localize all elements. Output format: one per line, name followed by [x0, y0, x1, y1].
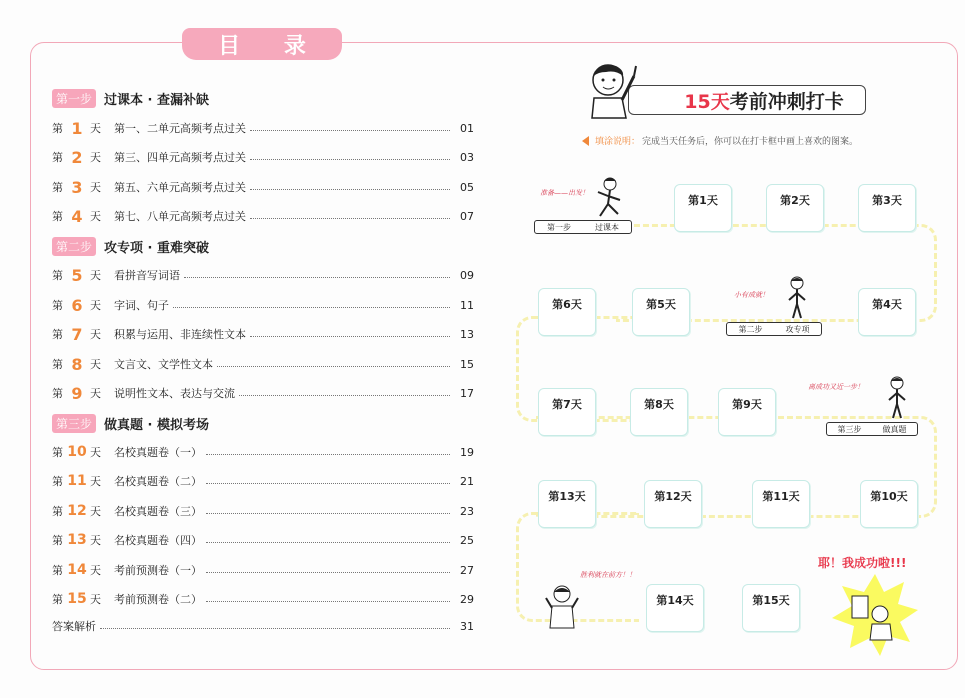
page-number: 15 — [460, 357, 474, 371]
leader-dots — [184, 277, 450, 278]
step-label-2 — [726, 322, 822, 336]
checkin-card-day-8[interactable] — [630, 388, 688, 436]
page-number: 31 — [460, 619, 474, 633]
toc-entry-title: 看拼音写词语 — [114, 269, 180, 282]
day-number: 3 — [71, 177, 83, 197]
toc-entry-title: 第一、二单元高频考点过关 — [114, 122, 246, 135]
toc-row[interactable] — [52, 295, 474, 315]
toc-row[interactable] — [52, 147, 474, 167]
instructions-label: 填涂说明： — [595, 137, 641, 147]
toc-entry-title: 名校真题卷（四） — [114, 534, 202, 547]
page-number: 29 — [460, 592, 474, 606]
checkin-card-label: 第11天 — [762, 490, 800, 503]
instructions-text: 完成当天任务后，你可以在打卡框中画上喜欢的图案。 — [642, 137, 859, 147]
leader-dots — [206, 513, 450, 514]
day-prefix: 第 — [52, 151, 63, 164]
day-prefix: 第 — [52, 181, 63, 194]
toc-entry-title: 第七、八单元高频考点过关 — [114, 210, 246, 223]
day-number: 1 — [71, 118, 83, 138]
checkin-card-day-4[interactable] — [858, 288, 916, 336]
day-suffix: 天 — [90, 534, 101, 547]
step-name: 过课本 — [595, 222, 619, 232]
day-prefix: 第 — [52, 210, 63, 223]
leader-dots — [239, 395, 450, 396]
checkin-card-day-13[interactable] — [538, 480, 596, 528]
toc-entry-title: 文言文、文学性文本 — [114, 358, 213, 371]
step-number: 第二步 — [738, 324, 763, 334]
leader-dots — [250, 218, 450, 219]
step-name: 攻专项 — [785, 324, 810, 334]
checkin-card-label: 第12天 — [654, 490, 692, 503]
day-prefix: 第 — [52, 446, 63, 459]
step-badge: 第三步 — [52, 414, 96, 433]
section-title: 过课本 · 查漏补缺 — [104, 92, 210, 108]
step-name: 做真题 — [882, 424, 907, 434]
banner-title: 考前冲刺打卡 — [729, 90, 844, 113]
checkin-card-day-10[interactable] — [860, 480, 918, 528]
page-number: 19 — [460, 445, 474, 459]
step-badge: 第二步 — [52, 237, 96, 256]
page-number: 17 — [460, 386, 474, 400]
cheer-text: 离成功又近一步！ — [808, 383, 864, 391]
checkin-card-day-3[interactable] — [858, 184, 916, 232]
day-number: 14 — [67, 562, 87, 578]
leader-dots — [206, 483, 450, 484]
step-number: 第三步 — [837, 424, 862, 434]
day-number: 11 — [67, 473, 87, 489]
toc-row[interactable] — [52, 354, 474, 374]
toc-entry-title: 名校真题卷（二） — [114, 475, 202, 488]
leader-dots — [250, 336, 450, 337]
day-number: 5 — [71, 265, 83, 285]
toc-entry-title: 名校真题卷（三） — [114, 505, 202, 518]
leader-dots — [250, 159, 450, 160]
toc-row[interactable] — [52, 560, 474, 580]
page-number: 01 — [460, 121, 474, 135]
day-prefix: 第 — [52, 475, 63, 488]
leader-dots — [100, 628, 450, 629]
toc-row[interactable] — [52, 118, 474, 138]
speaker-icon — [582, 136, 589, 146]
day-suffix: 天 — [90, 475, 101, 488]
section-title: 做真题 · 模拟考场 — [104, 417, 210, 433]
toc-entry-title: 说明性文本、表达与交流 — [114, 387, 235, 400]
standing-boy-icon — [786, 276, 808, 320]
day-prefix: 第 — [52, 122, 63, 135]
checkin-card-day-7[interactable] — [538, 388, 596, 436]
page-number: 09 — [460, 268, 474, 282]
checkin-card-label: 第10天 — [870, 490, 908, 503]
toc-entry-title: 字词、句子 — [114, 299, 169, 312]
step-label-3 — [826, 422, 918, 436]
checkin-card-label: 第9天 — [732, 398, 762, 411]
toc-row[interactable] — [52, 530, 474, 550]
toc-entry-title: 名校真题卷（一） — [114, 446, 202, 459]
checkin-card-label: 第3天 — [872, 194, 902, 207]
page-number: 25 — [460, 533, 474, 547]
day-number: 8 — [71, 354, 83, 374]
leader-dots — [250, 130, 450, 131]
day-suffix: 天 — [90, 328, 101, 341]
day-prefix: 第 — [52, 328, 63, 341]
checkin-card-label: 第4天 — [872, 298, 902, 311]
toc-entry-title: 第三、四单元高频考点过关 — [114, 151, 246, 164]
toc-row[interactable] — [52, 206, 474, 226]
leader-dots — [206, 572, 450, 573]
checkin-card-day-2[interactable] — [766, 184, 824, 232]
checkin-card-label: 第6天 — [552, 298, 582, 311]
checkin-card-label: 第14天 — [656, 594, 694, 607]
toc-row[interactable] — [52, 383, 474, 403]
day-suffix: 天 — [90, 358, 101, 371]
section-title: 攻专项 · 重难突破 — [104, 240, 210, 256]
day-number: 2 — [71, 147, 83, 167]
page-number: 13 — [460, 327, 474, 341]
checkin-card-day-12[interactable] — [644, 480, 702, 528]
day-suffix: 天 — [90, 122, 101, 135]
day-prefix: 第 — [52, 564, 63, 577]
toc-entry-title: 考前预测卷（一） — [114, 564, 202, 577]
checkin-card-label: 第2天 — [780, 194, 810, 207]
toc-row[interactable] — [52, 471, 474, 491]
checkin-card-label: 第1天 — [688, 194, 718, 207]
checkin-card-day-9[interactable] — [718, 388, 776, 436]
day-number: 6 — [71, 295, 83, 315]
day-prefix: 第 — [52, 593, 63, 606]
cheer-text: 胜利就在前方！！ — [580, 571, 636, 579]
cheer-text: 小有成就！ — [734, 291, 769, 299]
leader-dots — [206, 454, 450, 455]
day-prefix: 第 — [52, 299, 63, 312]
toc-section-header — [52, 236, 209, 256]
cheer-text: 准备——出发！ — [540, 189, 589, 197]
leader-dots — [217, 366, 450, 367]
toc-row[interactable] — [52, 442, 474, 462]
day-suffix: 天 — [90, 269, 101, 282]
toc-entry-title: 积累与运用、非连续性文本 — [114, 328, 246, 341]
final-cheer: 耶！我成功啦!!! — [818, 556, 907, 570]
checkin-card-day-15[interactable] — [742, 584, 800, 632]
step-label-1 — [534, 220, 632, 234]
day-prefix: 第 — [52, 387, 63, 400]
page-number: 21 — [460, 474, 474, 488]
day-suffix: 天 — [90, 387, 101, 400]
checkin-card-label: 第5天 — [646, 298, 676, 311]
boy-pointing-icon — [586, 58, 646, 120]
day-number: 12 — [67, 503, 87, 519]
day-prefix: 第 — [52, 269, 63, 282]
toc-row[interactable] — [52, 265, 474, 285]
page-number: 11 — [460, 298, 474, 312]
answer-title: 答案解析 — [52, 620, 96, 633]
leader-dots — [206, 542, 450, 543]
day-suffix: 天 — [90, 505, 101, 518]
step-badge: 第一步 — [52, 89, 96, 108]
toc-title-tab — [182, 28, 342, 60]
celebration-star-icon — [832, 574, 918, 656]
page-number: 03 — [460, 150, 474, 164]
page-number: 07 — [460, 209, 474, 223]
checkin-banner — [628, 85, 866, 115]
running-boy-icon — [592, 176, 626, 220]
toc-entry-title: 第五、六单元高频考点过关 — [114, 181, 246, 194]
day-suffix: 天 — [90, 446, 101, 459]
toc-title: 目 录 — [218, 33, 324, 59]
leader-dots — [250, 189, 450, 190]
checkin-card-label: 第13天 — [548, 490, 586, 503]
day-suffix: 天 — [90, 299, 101, 312]
day-prefix: 第 — [52, 505, 63, 518]
checkin-card-day-6[interactable] — [538, 288, 596, 336]
day-suffix: 天 — [90, 210, 101, 223]
toc-row[interactable] — [52, 177, 474, 197]
flexing-boy-icon — [544, 584, 580, 630]
checkin-card-day-1[interactable] — [674, 184, 732, 232]
checkin-card-label: 第7天 — [552, 398, 582, 411]
step-number: 第一步 — [547, 222, 571, 232]
toc-section-header — [52, 88, 209, 108]
page-number: 23 — [460, 504, 474, 518]
toc-answer-row[interactable] — [52, 618, 474, 634]
page-number: 05 — [460, 180, 474, 194]
standing-boy-icon — [884, 376, 910, 420]
day-number: 13 — [67, 532, 87, 548]
day-prefix: 第 — [52, 358, 63, 371]
day-prefix: 第 — [52, 534, 63, 547]
leader-dots — [173, 307, 450, 308]
toc-row[interactable] — [52, 324, 474, 344]
toc-row[interactable] — [52, 589, 474, 609]
day-number: 15 — [67, 591, 87, 607]
day-number: 10 — [67, 444, 87, 460]
day-number: 7 — [71, 324, 83, 344]
day-number: 4 — [71, 206, 83, 226]
checkin-card-label: 第8天 — [644, 398, 674, 411]
instructions — [582, 134, 858, 147]
toc-row[interactable] — [52, 501, 474, 521]
day-suffix: 天 — [90, 181, 101, 194]
day-suffix: 天 — [90, 564, 101, 577]
leader-dots — [206, 601, 450, 602]
checkin-card-day-11[interactable] — [752, 480, 810, 528]
banner-days: 15天 — [684, 90, 730, 113]
checkin-card-day-14[interactable] — [646, 584, 704, 632]
toc-entry-title: 考前预测卷（二） — [114, 593, 202, 606]
day-suffix: 天 — [90, 151, 101, 164]
checkin-card-label: 第15天 — [752, 594, 790, 607]
page-number: 27 — [460, 563, 474, 577]
day-suffix: 天 — [90, 593, 101, 606]
day-number: 9 — [71, 383, 83, 403]
toc-section-header — [52, 413, 209, 433]
checkin-card-day-5[interactable] — [632, 288, 690, 336]
